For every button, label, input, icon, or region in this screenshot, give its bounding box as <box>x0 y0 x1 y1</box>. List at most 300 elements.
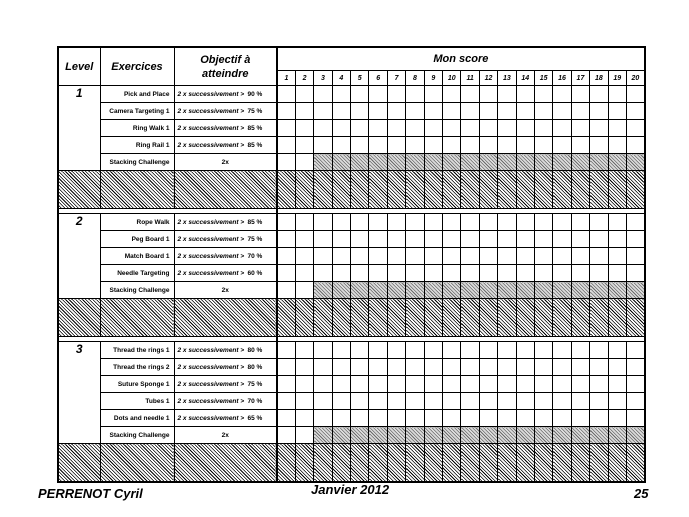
score-cell[interactable] <box>498 120 516 137</box>
score-cell[interactable] <box>516 410 534 427</box>
score-cell[interactable] <box>571 154 589 171</box>
score-cell[interactable] <box>332 282 350 299</box>
score-cell[interactable] <box>534 214 552 231</box>
score-cell[interactable] <box>387 120 405 137</box>
score-cell[interactable] <box>314 137 332 154</box>
score-cell[interactable] <box>626 137 644 154</box>
score-cell[interactable] <box>571 282 589 299</box>
score-cell[interactable] <box>534 103 552 120</box>
score-cell[interactable] <box>295 265 313 282</box>
score-cell[interactable] <box>277 154 295 171</box>
score-cell[interactable] <box>479 248 497 265</box>
score-cell[interactable] <box>479 282 497 299</box>
score-cell[interactable] <box>571 376 589 393</box>
score-cell[interactable] <box>351 427 369 444</box>
score-cell[interactable] <box>626 410 644 427</box>
score-cell[interactable] <box>387 103 405 120</box>
score-cell[interactable] <box>590 231 608 248</box>
score-cell[interactable] <box>424 359 442 376</box>
score-cell[interactable] <box>608 86 626 103</box>
score-cell[interactable] <box>498 282 516 299</box>
score-cell[interactable] <box>571 265 589 282</box>
score-cell[interactable] <box>369 231 387 248</box>
score-cell[interactable] <box>369 86 387 103</box>
score-cell[interactable] <box>479 359 497 376</box>
score-cell[interactable] <box>571 231 589 248</box>
score-cell[interactable] <box>351 342 369 359</box>
score-cell[interactable] <box>479 214 497 231</box>
score-cell[interactable] <box>626 376 644 393</box>
score-cell[interactable] <box>424 393 442 410</box>
score-cell[interactable] <box>387 214 405 231</box>
score-cell[interactable] <box>608 410 626 427</box>
score-cell[interactable] <box>626 86 644 103</box>
score-cell[interactable] <box>314 120 332 137</box>
score-cell[interactable] <box>479 427 497 444</box>
score-cell[interactable] <box>387 376 405 393</box>
score-cell[interactable] <box>590 376 608 393</box>
score-cell[interactable] <box>553 342 571 359</box>
score-cell[interactable] <box>516 393 534 410</box>
score-cell[interactable] <box>498 154 516 171</box>
score-cell[interactable] <box>351 359 369 376</box>
score-cell[interactable] <box>534 410 552 427</box>
score-cell[interactable] <box>351 265 369 282</box>
score-cell[interactable] <box>571 248 589 265</box>
score-cell[interactable] <box>314 86 332 103</box>
score-cell[interactable] <box>461 214 479 231</box>
score-cell[interactable] <box>406 282 424 299</box>
score-cell[interactable] <box>295 154 313 171</box>
score-cell[interactable] <box>351 410 369 427</box>
score-cell[interactable] <box>590 393 608 410</box>
score-cell[interactable] <box>479 231 497 248</box>
score-cell[interactable] <box>608 214 626 231</box>
score-cell[interactable] <box>424 376 442 393</box>
score-cell[interactable] <box>553 248 571 265</box>
score-cell[interactable] <box>277 103 295 120</box>
score-cell[interactable] <box>351 214 369 231</box>
score-cell[interactable] <box>295 359 313 376</box>
score-cell[interactable] <box>553 86 571 103</box>
score-cell[interactable] <box>369 342 387 359</box>
score-cell[interactable] <box>461 376 479 393</box>
score-cell[interactable] <box>351 393 369 410</box>
score-cell[interactable] <box>571 86 589 103</box>
score-cell[interactable] <box>295 427 313 444</box>
score-cell[interactable] <box>534 393 552 410</box>
score-cell[interactable] <box>479 393 497 410</box>
score-cell[interactable] <box>387 231 405 248</box>
score-cell[interactable] <box>516 248 534 265</box>
score-cell[interactable] <box>443 154 461 171</box>
score-cell[interactable] <box>479 137 497 154</box>
score-cell[interactable] <box>608 248 626 265</box>
score-cell[interactable] <box>443 342 461 359</box>
score-cell[interactable] <box>351 376 369 393</box>
score-cell[interactable] <box>314 427 332 444</box>
score-cell[interactable] <box>590 282 608 299</box>
score-cell[interactable] <box>277 342 295 359</box>
score-cell[interactable] <box>498 214 516 231</box>
score-cell[interactable] <box>590 103 608 120</box>
score-cell[interactable] <box>332 103 350 120</box>
score-cell[interactable] <box>571 359 589 376</box>
score-cell[interactable] <box>498 265 516 282</box>
score-cell[interactable] <box>498 86 516 103</box>
score-cell[interactable] <box>516 86 534 103</box>
score-cell[interactable] <box>277 248 295 265</box>
score-cell[interactable] <box>277 282 295 299</box>
score-cell[interactable] <box>553 214 571 231</box>
score-cell[interactable] <box>534 282 552 299</box>
score-cell[interactable] <box>608 265 626 282</box>
score-cell[interactable] <box>369 427 387 444</box>
score-cell[interactable] <box>332 410 350 427</box>
score-cell[interactable] <box>351 231 369 248</box>
score-cell[interactable] <box>443 359 461 376</box>
score-cell[interactable] <box>571 427 589 444</box>
score-cell[interactable] <box>443 86 461 103</box>
score-cell[interactable] <box>461 120 479 137</box>
score-cell[interactable] <box>626 359 644 376</box>
score-cell[interactable] <box>387 393 405 410</box>
score-cell[interactable] <box>608 359 626 376</box>
score-cell[interactable] <box>608 231 626 248</box>
score-cell[interactable] <box>314 231 332 248</box>
score-cell[interactable] <box>608 103 626 120</box>
score-cell[interactable] <box>516 282 534 299</box>
score-cell[interactable] <box>461 427 479 444</box>
score-cell[interactable] <box>406 248 424 265</box>
score-cell[interactable] <box>498 393 516 410</box>
score-cell[interactable] <box>516 376 534 393</box>
score-cell[interactable] <box>277 410 295 427</box>
score-cell[interactable] <box>369 410 387 427</box>
score-cell[interactable] <box>498 231 516 248</box>
score-cell[interactable] <box>608 342 626 359</box>
score-cell[interactable] <box>277 359 295 376</box>
score-cell[interactable] <box>498 359 516 376</box>
score-cell[interactable] <box>369 120 387 137</box>
score-cell[interactable] <box>571 137 589 154</box>
score-cell[interactable] <box>534 120 552 137</box>
score-cell[interactable] <box>424 120 442 137</box>
score-cell[interactable] <box>424 103 442 120</box>
score-cell[interactable] <box>479 376 497 393</box>
score-cell[interactable] <box>314 248 332 265</box>
score-cell[interactable] <box>277 265 295 282</box>
score-cell[interactable] <box>553 393 571 410</box>
score-cell[interactable] <box>461 154 479 171</box>
score-cell[interactable] <box>534 376 552 393</box>
score-cell[interactable] <box>516 214 534 231</box>
score-cell[interactable] <box>424 265 442 282</box>
score-cell[interactable] <box>608 282 626 299</box>
score-cell[interactable] <box>498 427 516 444</box>
score-cell[interactable] <box>626 231 644 248</box>
score-cell[interactable] <box>590 410 608 427</box>
score-cell[interactable] <box>479 265 497 282</box>
score-cell[interactable] <box>295 342 313 359</box>
score-cell[interactable] <box>295 393 313 410</box>
score-cell[interactable] <box>369 137 387 154</box>
score-cell[interactable] <box>516 359 534 376</box>
score-cell[interactable] <box>406 359 424 376</box>
score-cell[interactable] <box>461 342 479 359</box>
score-cell[interactable] <box>461 359 479 376</box>
score-cell[interactable] <box>443 137 461 154</box>
score-cell[interactable] <box>516 120 534 137</box>
score-cell[interactable] <box>479 86 497 103</box>
score-cell[interactable] <box>314 359 332 376</box>
score-cell[interactable] <box>406 154 424 171</box>
score-cell[interactable] <box>406 103 424 120</box>
score-cell[interactable] <box>626 393 644 410</box>
score-cell[interactable] <box>406 231 424 248</box>
score-cell[interactable] <box>332 214 350 231</box>
score-cell[interactable] <box>424 342 442 359</box>
score-cell[interactable] <box>608 120 626 137</box>
score-cell[interactable] <box>295 282 313 299</box>
score-cell[interactable] <box>553 282 571 299</box>
score-cell[interactable] <box>295 231 313 248</box>
score-cell[interactable] <box>443 282 461 299</box>
score-cell[interactable] <box>516 231 534 248</box>
score-cell[interactable] <box>387 342 405 359</box>
score-cell[interactable] <box>406 137 424 154</box>
score-cell[interactable] <box>424 86 442 103</box>
score-cell[interactable] <box>516 154 534 171</box>
score-cell[interactable] <box>406 214 424 231</box>
score-cell[interactable] <box>626 342 644 359</box>
score-cell[interactable] <box>626 248 644 265</box>
score-cell[interactable] <box>553 265 571 282</box>
score-cell[interactable] <box>461 393 479 410</box>
score-cell[interactable] <box>590 359 608 376</box>
score-cell[interactable] <box>406 376 424 393</box>
score-cell[interactable] <box>424 137 442 154</box>
score-cell[interactable] <box>424 410 442 427</box>
score-cell[interactable] <box>461 103 479 120</box>
score-cell[interactable] <box>387 282 405 299</box>
score-cell[interactable] <box>406 393 424 410</box>
score-cell[interactable] <box>443 214 461 231</box>
score-cell[interactable] <box>277 393 295 410</box>
score-cell[interactable] <box>387 359 405 376</box>
score-cell[interactable] <box>314 410 332 427</box>
score-cell[interactable] <box>516 265 534 282</box>
score-cell[interactable] <box>626 265 644 282</box>
score-cell[interactable] <box>295 410 313 427</box>
score-cell[interactable] <box>553 376 571 393</box>
score-cell[interactable] <box>626 154 644 171</box>
score-cell[interactable] <box>369 214 387 231</box>
score-cell[interactable] <box>332 359 350 376</box>
score-cell[interactable] <box>443 103 461 120</box>
score-cell[interactable] <box>571 393 589 410</box>
score-cell[interactable] <box>387 137 405 154</box>
score-cell[interactable] <box>406 427 424 444</box>
score-cell[interactable] <box>479 120 497 137</box>
score-cell[interactable] <box>534 359 552 376</box>
score-cell[interactable] <box>626 427 644 444</box>
score-cell[interactable] <box>424 231 442 248</box>
score-cell[interactable] <box>443 248 461 265</box>
score-cell[interactable] <box>406 342 424 359</box>
score-cell[interactable] <box>479 410 497 427</box>
score-cell[interactable] <box>351 120 369 137</box>
score-cell[interactable] <box>590 427 608 444</box>
score-cell[interactable] <box>534 154 552 171</box>
score-cell[interactable] <box>571 342 589 359</box>
score-cell[interactable] <box>332 427 350 444</box>
score-cell[interactable] <box>461 265 479 282</box>
score-cell[interactable] <box>314 214 332 231</box>
score-cell[interactable] <box>443 120 461 137</box>
score-cell[interactable] <box>332 154 350 171</box>
score-cell[interactable] <box>369 359 387 376</box>
score-cell[interactable] <box>295 103 313 120</box>
score-cell[interactable] <box>534 86 552 103</box>
score-cell[interactable] <box>553 410 571 427</box>
score-cell[interactable] <box>351 103 369 120</box>
score-cell[interactable] <box>553 427 571 444</box>
score-cell[interactable] <box>369 393 387 410</box>
score-cell[interactable] <box>424 427 442 444</box>
score-cell[interactable] <box>351 137 369 154</box>
score-cell[interactable] <box>553 154 571 171</box>
score-cell[interactable] <box>461 282 479 299</box>
score-cell[interactable] <box>498 342 516 359</box>
score-cell[interactable] <box>369 248 387 265</box>
score-cell[interactable] <box>387 248 405 265</box>
score-cell[interactable] <box>314 376 332 393</box>
score-cell[interactable] <box>590 342 608 359</box>
score-cell[interactable] <box>314 265 332 282</box>
score-cell[interactable] <box>295 120 313 137</box>
score-cell[interactable] <box>498 103 516 120</box>
score-cell[interactable] <box>590 265 608 282</box>
score-cell[interactable] <box>461 248 479 265</box>
score-cell[interactable] <box>369 154 387 171</box>
score-cell[interactable] <box>351 282 369 299</box>
score-cell[interactable] <box>516 342 534 359</box>
score-cell[interactable] <box>516 137 534 154</box>
score-cell[interactable] <box>277 376 295 393</box>
score-cell[interactable] <box>406 410 424 427</box>
score-cell[interactable] <box>387 86 405 103</box>
score-cell[interactable] <box>406 120 424 137</box>
score-cell[interactable] <box>553 120 571 137</box>
score-cell[interactable] <box>461 137 479 154</box>
score-cell[interactable] <box>387 410 405 427</box>
score-cell[interactable] <box>277 120 295 137</box>
score-cell[interactable] <box>571 410 589 427</box>
score-cell[interactable] <box>479 103 497 120</box>
score-cell[interactable] <box>406 86 424 103</box>
score-cell[interactable] <box>516 427 534 444</box>
score-cell[interactable] <box>295 86 313 103</box>
score-cell[interactable] <box>387 265 405 282</box>
score-cell[interactable] <box>534 265 552 282</box>
score-cell[interactable] <box>553 359 571 376</box>
score-cell[interactable] <box>479 154 497 171</box>
score-cell[interactable] <box>314 393 332 410</box>
score-cell[interactable] <box>608 376 626 393</box>
score-cell[interactable] <box>498 410 516 427</box>
score-cell[interactable] <box>516 103 534 120</box>
score-cell[interactable] <box>553 137 571 154</box>
score-cell[interactable] <box>590 214 608 231</box>
score-cell[interactable] <box>277 231 295 248</box>
score-cell[interactable] <box>295 248 313 265</box>
score-cell[interactable] <box>277 137 295 154</box>
score-cell[interactable] <box>608 393 626 410</box>
score-cell[interactable] <box>443 231 461 248</box>
score-cell[interactable] <box>571 214 589 231</box>
score-cell[interactable] <box>626 282 644 299</box>
score-cell[interactable] <box>479 342 497 359</box>
score-cell[interactable] <box>332 86 350 103</box>
score-cell[interactable] <box>387 154 405 171</box>
score-cell[interactable] <box>332 248 350 265</box>
score-cell[interactable] <box>461 231 479 248</box>
score-cell[interactable] <box>553 103 571 120</box>
score-cell[interactable] <box>332 376 350 393</box>
score-cell[interactable] <box>332 265 350 282</box>
score-cell[interactable] <box>443 410 461 427</box>
score-cell[interactable] <box>553 231 571 248</box>
score-cell[interactable] <box>590 154 608 171</box>
score-cell[interactable] <box>369 282 387 299</box>
score-cell[interactable] <box>534 342 552 359</box>
score-cell[interactable] <box>332 137 350 154</box>
score-cell[interactable] <box>608 137 626 154</box>
score-cell[interactable] <box>534 427 552 444</box>
score-cell[interactable] <box>443 376 461 393</box>
score-cell[interactable] <box>626 214 644 231</box>
score-cell[interactable] <box>590 120 608 137</box>
score-cell[interactable] <box>534 231 552 248</box>
score-cell[interactable] <box>424 248 442 265</box>
score-cell[interactable] <box>424 154 442 171</box>
score-cell[interactable] <box>590 137 608 154</box>
score-cell[interactable] <box>351 154 369 171</box>
score-cell[interactable] <box>277 86 295 103</box>
score-cell[interactable] <box>314 103 332 120</box>
score-cell[interactable] <box>295 376 313 393</box>
score-cell[interactable] <box>295 137 313 154</box>
score-cell[interactable] <box>571 120 589 137</box>
score-cell[interactable] <box>332 393 350 410</box>
score-cell[interactable] <box>369 265 387 282</box>
score-cell[interactable] <box>498 137 516 154</box>
score-cell[interactable] <box>314 154 332 171</box>
score-cell[interactable] <box>626 103 644 120</box>
score-cell[interactable] <box>406 265 424 282</box>
score-cell[interactable] <box>277 214 295 231</box>
score-cell[interactable] <box>332 231 350 248</box>
score-cell[interactable] <box>369 376 387 393</box>
score-cell[interactable] <box>443 265 461 282</box>
score-cell[interactable] <box>590 248 608 265</box>
score-cell[interactable] <box>608 154 626 171</box>
score-cell[interactable] <box>498 248 516 265</box>
score-cell[interactable] <box>351 248 369 265</box>
score-cell[interactable] <box>571 103 589 120</box>
score-cell[interactable] <box>332 120 350 137</box>
